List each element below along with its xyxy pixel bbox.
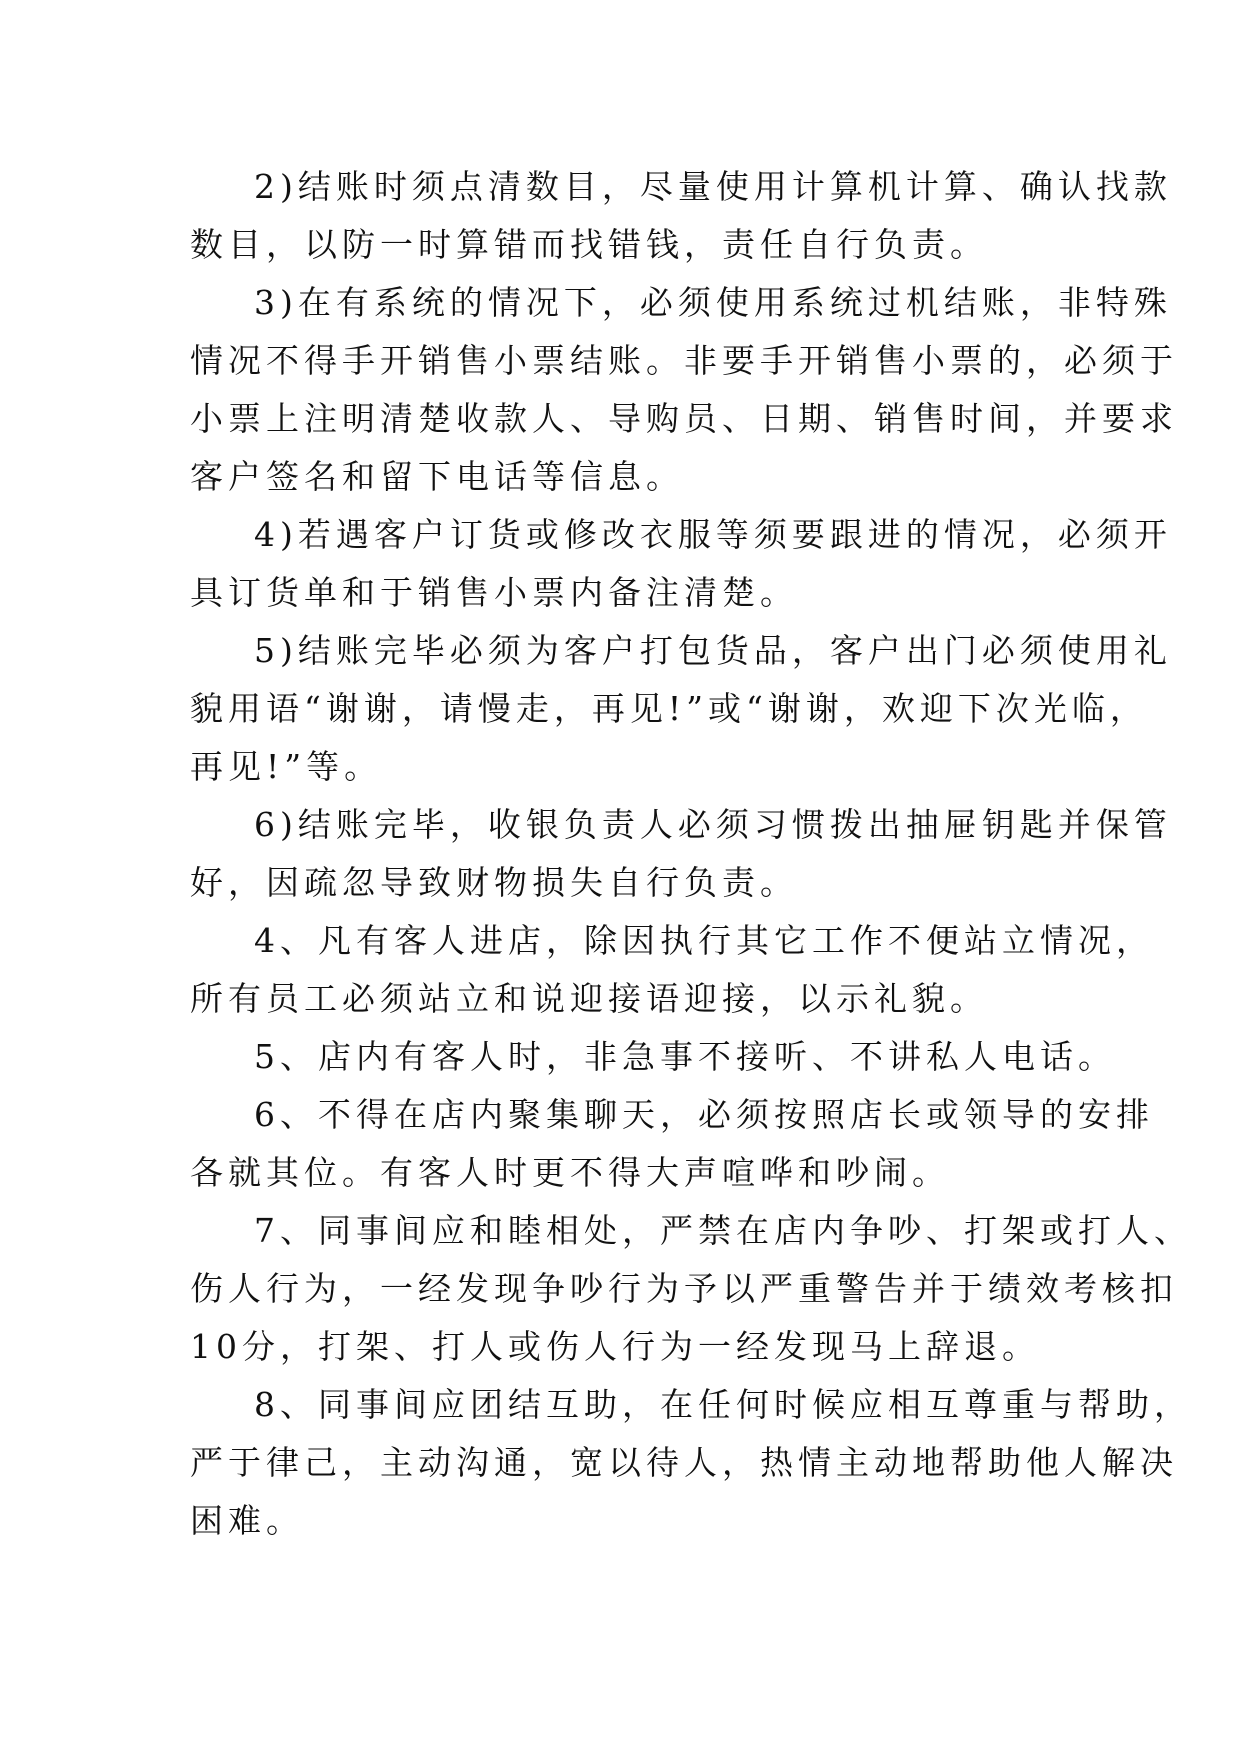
paragraph-line: 8、同事间应团结互助，在任何时候应相互尊重与帮助， [254, 1385, 1192, 1424]
paragraph-line: 3)在有系统的情况下，必须使用系统过机结账，非特殊 [254, 283, 1172, 322]
paragraph-line: 所有员工必须站立和说迎接语迎接，以示礼貌。 [190, 979, 988, 1018]
paragraph-line: 各就其位。有客人时更不得大声喧哗和吵闹。 [190, 1153, 950, 1192]
paragraph-item-4 [190, 506, 1172, 622]
paragraph-line: 貌用语“谢谢，请慢走，再见!”或“谢谢，欢迎下次光临， [190, 689, 1148, 728]
paragraph-item-2 [190, 158, 1172, 274]
paragraph-line: 5、店内有客人时，非急事不接听、不讲私人电话。 [254, 1037, 1116, 1076]
paragraph-line: 好，因疏忽导致财物损失自行负责。 [190, 863, 798, 902]
paragraph-line: 4)若遇客户订货或修改衣服等须要跟进的情况，必须开 [254, 515, 1172, 554]
paragraph-line: 情况不得手开销售小票结账。非要手开销售小票的，必须于 [190, 341, 1178, 380]
paragraph-line: 数目，以防一时算错而找错钱，责任自行负责。 [190, 225, 988, 264]
paragraph-line: 客户签名和留下电话等信息。 [190, 457, 684, 496]
paragraph-rule-4 [190, 912, 1154, 1028]
paragraph-line: 严于律己，主动沟通，宽以待人，热情主动地帮助他人解决 [190, 1443, 1178, 1482]
paragraph-line: 具订货单和于销售小票内备注清楚。 [190, 573, 798, 612]
paragraph-line: 7、同事间应和睦相处，严禁在店内争吵、打架或打人、 [254, 1211, 1192, 1250]
paragraph-rule-5 [190, 1028, 1116, 1086]
paragraph-line: 6)结账完毕，收银负责人必须习惯拨出抽屉钥匙并保管 [254, 805, 1172, 844]
paragraph-line: 4、凡有客人进店，除因执行其它工作不便站立情况， [254, 921, 1154, 960]
paragraph-item-6 [190, 796, 1172, 912]
paragraph-item-3 [190, 274, 1178, 506]
paragraph-line: 5)结账完毕必须为客户打包货品，客户出门必须使用礼 [254, 631, 1172, 670]
paragraph-line: 10分，打架、打人或伤人行为一经发现马上辞退。 [190, 1327, 1040, 1366]
paragraph-rule-7 [190, 1202, 1192, 1376]
paragraph-line: 6、不得在店内聚集聊天，必须按照店长或领导的安排 [254, 1095, 1154, 1134]
paragraph-line: 2)结账时须点清数目，尽量使用计算机计算、确认找款 [254, 167, 1172, 206]
paragraph-line: 困难。 [190, 1501, 304, 1540]
paragraph-line: 再见!”等。 [190, 747, 383, 786]
paragraph-item-5 [190, 622, 1172, 796]
document-body [190, 158, 1192, 1550]
paragraph-rule-6 [190, 1086, 1154, 1202]
paragraph-line: 小票上注明清楚收款人、导购员、日期、销售时间，并要求 [190, 399, 1178, 438]
paragraph-rule-8 [190, 1376, 1192, 1550]
paragraph-line: 伤人行为，一经发现争吵行为予以严重警告并于绩效考核扣 [190, 1269, 1178, 1308]
